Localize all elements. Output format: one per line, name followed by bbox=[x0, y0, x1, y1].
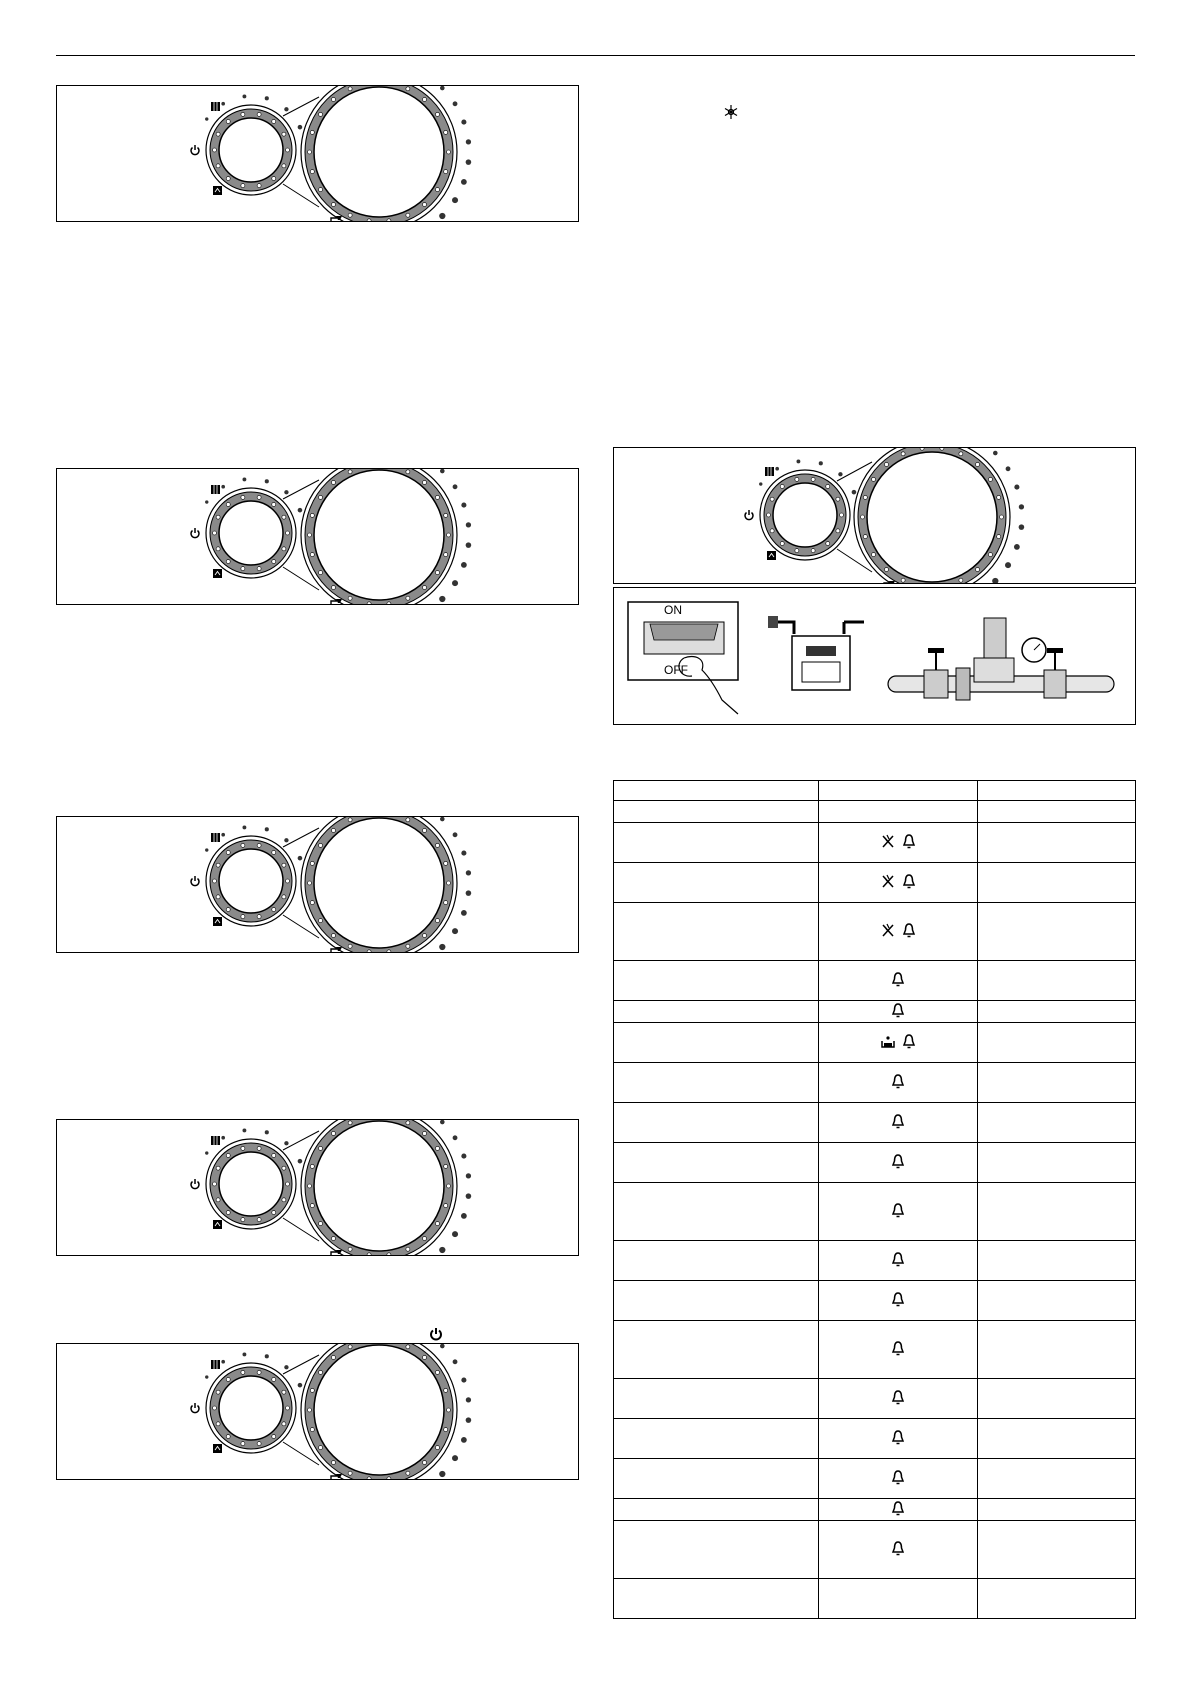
table-row bbox=[614, 1183, 1136, 1241]
scale-dot bbox=[466, 870, 471, 875]
flame-cross-icon bbox=[880, 833, 896, 849]
scale-dot bbox=[466, 522, 471, 527]
signal-icons bbox=[890, 1500, 906, 1516]
scale-dot bbox=[205, 848, 208, 851]
fault-table bbox=[613, 780, 1136, 1619]
table-row bbox=[614, 903, 1136, 961]
fault-cell bbox=[614, 1521, 819, 1579]
signal-icons bbox=[890, 1153, 906, 1169]
scale-dot bbox=[265, 479, 269, 483]
signal-cell bbox=[819, 781, 978, 801]
isolation-figure bbox=[613, 587, 1136, 725]
bell-icon bbox=[890, 1340, 906, 1356]
bell-icon bbox=[890, 1389, 906, 1405]
signal-icons bbox=[890, 1469, 906, 1485]
remedy-cell bbox=[978, 961, 1136, 1001]
table-row bbox=[614, 1063, 1136, 1103]
table-row bbox=[614, 1521, 1136, 1579]
signal-icons bbox=[890, 1291, 906, 1307]
scale-dot bbox=[466, 139, 471, 144]
bell-icon bbox=[890, 1113, 906, 1129]
scale-dot bbox=[1014, 544, 1020, 550]
signal-icons bbox=[890, 1540, 906, 1556]
remedy-cell bbox=[978, 801, 1136, 823]
bell-icon bbox=[890, 1429, 906, 1445]
signal-icons bbox=[880, 833, 917, 849]
bell-icon bbox=[890, 1540, 906, 1556]
scale-dot bbox=[440, 817, 445, 821]
scale-dot bbox=[993, 451, 998, 456]
control-panel-drawing bbox=[57, 469, 578, 604]
fault-cell bbox=[614, 781, 819, 801]
knob bbox=[206, 1363, 296, 1453]
signal-cell bbox=[819, 1103, 978, 1143]
flame-cross-icon bbox=[880, 922, 896, 938]
knob bbox=[206, 1139, 296, 1229]
scale-dot bbox=[242, 1352, 246, 1356]
signal-icons bbox=[890, 1340, 906, 1356]
knob bbox=[206, 836, 296, 926]
scale-dot bbox=[453, 832, 458, 837]
scale-dot bbox=[205, 500, 208, 503]
radiator-icon bbox=[211, 102, 220, 111]
water-drop-icon bbox=[880, 1033, 896, 1049]
switch-icon bbox=[628, 602, 738, 714]
reset-icon bbox=[213, 186, 222, 195]
fault-cell bbox=[614, 1321, 819, 1379]
scale-dot bbox=[298, 1159, 303, 1164]
reset-icon bbox=[213, 1220, 222, 1229]
radiator-icon bbox=[211, 1360, 220, 1369]
scale-dot bbox=[265, 1130, 269, 1134]
signal-cell bbox=[819, 1183, 978, 1241]
scale-dot bbox=[242, 477, 246, 481]
scale-dot bbox=[242, 1128, 246, 1132]
scale-dot bbox=[298, 125, 303, 130]
standby-power-icon bbox=[429, 1327, 443, 1341]
scale-dot bbox=[461, 562, 467, 568]
fault-cell bbox=[614, 1281, 819, 1321]
knob bbox=[854, 448, 1010, 583]
scale-dot bbox=[221, 102, 225, 106]
signal-icons bbox=[890, 1002, 906, 1018]
reset-icon bbox=[767, 551, 776, 560]
control-panel-figure-1 bbox=[56, 85, 579, 222]
scale-dot bbox=[284, 490, 288, 494]
table-row bbox=[614, 1023, 1136, 1063]
scale-dot bbox=[461, 851, 466, 856]
remedy-cell bbox=[978, 1579, 1136, 1619]
scale-dot bbox=[466, 1193, 472, 1199]
flame-cross-icon bbox=[880, 873, 896, 889]
scale-dot bbox=[461, 179, 467, 185]
remedy-cell bbox=[978, 863, 1136, 903]
scale-dot bbox=[838, 472, 842, 476]
gas-meter-icon bbox=[768, 616, 864, 690]
fault-cell bbox=[614, 961, 819, 1001]
remedy-cell bbox=[978, 1321, 1136, 1379]
power-icon bbox=[191, 876, 199, 886]
remedy-cell bbox=[978, 1459, 1136, 1499]
scale-dot bbox=[205, 1375, 208, 1378]
fault-cell bbox=[614, 1103, 819, 1143]
signal-cell bbox=[819, 1023, 978, 1063]
scale-dot bbox=[466, 1397, 471, 1402]
scale-dot bbox=[461, 1437, 467, 1443]
scale-dot bbox=[466, 1173, 471, 1178]
bell-icon bbox=[890, 971, 906, 987]
signal-cell bbox=[819, 1321, 978, 1379]
reset-icon bbox=[213, 1444, 222, 1453]
scale-dot bbox=[461, 503, 466, 508]
scale-dot bbox=[453, 484, 458, 489]
bell-icon bbox=[901, 922, 917, 938]
fault-cell bbox=[614, 1183, 819, 1241]
table-row bbox=[614, 961, 1136, 1001]
signal-cell bbox=[819, 1379, 978, 1419]
scale-dot bbox=[775, 467, 779, 471]
table-row bbox=[614, 863, 1136, 903]
scale-dot bbox=[440, 1344, 445, 1348]
signal-cell bbox=[819, 961, 978, 1001]
scale-dot bbox=[452, 197, 458, 203]
signal-cell bbox=[819, 1579, 978, 1619]
scale-dot bbox=[466, 159, 472, 165]
signal-icons bbox=[890, 1429, 906, 1445]
fault-cell bbox=[614, 1241, 819, 1281]
scale-dot bbox=[298, 508, 303, 513]
table-row bbox=[614, 1143, 1136, 1183]
scale-dot bbox=[284, 1365, 288, 1369]
fault-cell bbox=[614, 1499, 819, 1521]
knob bbox=[301, 469, 457, 604]
switch-off-label: OFF bbox=[664, 663, 688, 677]
reset-icon bbox=[213, 569, 222, 578]
scale-dot bbox=[1006, 466, 1011, 471]
scale-dot bbox=[242, 94, 246, 98]
table-row bbox=[614, 1321, 1136, 1379]
power-icon bbox=[191, 145, 199, 155]
scale-dot bbox=[439, 1247, 445, 1253]
scale-dot bbox=[439, 596, 445, 602]
table-row bbox=[614, 1579, 1136, 1619]
bell-icon bbox=[890, 1153, 906, 1169]
signal-icons bbox=[880, 873, 917, 889]
signal-icons bbox=[890, 1251, 906, 1267]
bell-icon bbox=[901, 873, 917, 889]
scale-dot bbox=[1019, 504, 1024, 509]
scale-dot bbox=[819, 461, 823, 465]
scale-dot bbox=[439, 944, 445, 950]
shower-icon bbox=[884, 581, 895, 583]
scale-dot bbox=[440, 86, 445, 90]
signal-cell bbox=[819, 903, 978, 961]
snowflake-icon bbox=[723, 104, 739, 120]
scale-dot bbox=[796, 459, 800, 463]
bell-icon bbox=[890, 1073, 906, 1089]
knob bbox=[301, 1120, 457, 1255]
radiator-icon bbox=[211, 1136, 220, 1145]
remedy-cell bbox=[978, 1063, 1136, 1103]
table-row bbox=[614, 1459, 1136, 1499]
knob bbox=[301, 1344, 457, 1479]
scale-dot bbox=[1005, 562, 1011, 568]
remedy-cell bbox=[978, 1521, 1136, 1579]
knob bbox=[206, 105, 296, 195]
table-row bbox=[614, 801, 1136, 823]
signal-icons bbox=[890, 1202, 906, 1218]
control-panel-figure-4 bbox=[56, 1119, 579, 1256]
knob bbox=[760, 470, 850, 560]
scale-dot bbox=[221, 1136, 225, 1140]
signal-icons bbox=[890, 1073, 906, 1089]
table-row bbox=[614, 1379, 1136, 1419]
control-panel-drawing bbox=[57, 817, 578, 952]
table-row bbox=[614, 1001, 1136, 1023]
bell-icon bbox=[890, 1002, 906, 1018]
remedy-cell bbox=[978, 781, 1136, 801]
table-row bbox=[614, 1281, 1136, 1321]
scale-dot bbox=[265, 96, 269, 100]
scale-dot bbox=[461, 120, 466, 125]
control-panel-drawing bbox=[57, 1344, 578, 1479]
fault-cell bbox=[614, 1459, 819, 1499]
signal-icons bbox=[890, 1113, 906, 1129]
remedy-cell bbox=[978, 1379, 1136, 1419]
scale-dot bbox=[466, 1417, 472, 1423]
scale-dot bbox=[242, 825, 246, 829]
fault-cell bbox=[614, 1579, 819, 1619]
signal-cell bbox=[819, 1001, 978, 1023]
scale-dot bbox=[452, 1231, 458, 1237]
fault-cell bbox=[614, 801, 819, 823]
valve-assembly-icon bbox=[888, 618, 1114, 700]
fault-cell bbox=[614, 1063, 819, 1103]
scale-dot bbox=[284, 1141, 288, 1145]
scale-dot bbox=[221, 485, 225, 489]
control-panel-figure-2 bbox=[56, 468, 579, 605]
remedy-cell bbox=[978, 1001, 1136, 1023]
table-row bbox=[614, 781, 1136, 801]
signal-cell bbox=[819, 823, 978, 863]
bell-icon bbox=[890, 1469, 906, 1485]
scale-dot bbox=[284, 838, 288, 842]
scale-dot bbox=[205, 1151, 208, 1154]
table-row bbox=[614, 1103, 1136, 1143]
signal-cell bbox=[819, 863, 978, 903]
scale-dot bbox=[440, 1120, 445, 1124]
table-row bbox=[614, 1241, 1136, 1281]
scale-dot bbox=[439, 1471, 445, 1477]
knob bbox=[301, 817, 457, 952]
signal-cell bbox=[819, 1499, 978, 1521]
remedy-cell bbox=[978, 1241, 1136, 1281]
remedy-cell bbox=[978, 823, 1136, 863]
bell-icon bbox=[890, 1500, 906, 1516]
signal-icons bbox=[880, 922, 917, 938]
scale-dot bbox=[265, 827, 269, 831]
scale-dot bbox=[852, 490, 857, 495]
power-icon bbox=[191, 1179, 199, 1189]
scale-dot bbox=[452, 1455, 458, 1461]
scale-dot bbox=[1014, 485, 1019, 490]
scale-dot bbox=[1019, 524, 1025, 530]
control-panel-figure-5 bbox=[56, 1343, 579, 1480]
signal-cell bbox=[819, 1419, 978, 1459]
knob bbox=[301, 86, 457, 221]
scale-dot bbox=[759, 482, 762, 485]
scale-dot bbox=[453, 1135, 458, 1140]
remedy-cell bbox=[978, 1143, 1136, 1183]
control-panel-figure-6 bbox=[613, 447, 1136, 584]
bell-icon bbox=[890, 1202, 906, 1218]
remedy-cell bbox=[978, 1499, 1136, 1521]
bell-icon bbox=[890, 1251, 906, 1267]
remedy-cell bbox=[978, 903, 1136, 961]
scale-dot bbox=[461, 1154, 466, 1159]
power-icon bbox=[191, 1403, 199, 1413]
signal-cell bbox=[819, 1459, 978, 1499]
power-icon bbox=[191, 528, 199, 538]
table-row bbox=[614, 823, 1136, 863]
reset-icon bbox=[213, 917, 222, 926]
scale-dot bbox=[221, 833, 225, 837]
radiator-icon bbox=[211, 485, 220, 494]
scale-dot bbox=[452, 580, 458, 586]
signal-icons bbox=[890, 971, 906, 987]
scale-dot bbox=[466, 542, 472, 548]
switch-on-label: ON bbox=[664, 603, 682, 617]
scale-dot bbox=[466, 890, 472, 896]
scale-dot bbox=[453, 101, 458, 106]
remedy-cell bbox=[978, 1183, 1136, 1241]
scale-dot bbox=[221, 1360, 225, 1364]
knob bbox=[206, 488, 296, 578]
signal-cell bbox=[819, 1281, 978, 1321]
header-rule bbox=[56, 55, 1135, 56]
fault-cell bbox=[614, 1419, 819, 1459]
scale-dot bbox=[205, 117, 208, 120]
radiator-icon bbox=[211, 833, 220, 842]
bell-icon bbox=[890, 1291, 906, 1307]
control-panel-drawing bbox=[614, 448, 1135, 583]
scale-dot bbox=[265, 1354, 269, 1358]
fault-cell bbox=[614, 863, 819, 903]
signal-cell bbox=[819, 801, 978, 823]
signal-cell bbox=[819, 1521, 978, 1579]
remedy-cell bbox=[978, 1103, 1136, 1143]
signal-cell bbox=[819, 1241, 978, 1281]
signal-icons bbox=[880, 1033, 917, 1049]
table-row bbox=[614, 1499, 1136, 1521]
signal-cell bbox=[819, 1143, 978, 1183]
scale-dot bbox=[452, 928, 458, 934]
remedy-cell bbox=[978, 1419, 1136, 1459]
scale-dot bbox=[439, 213, 445, 219]
control-panel-drawing bbox=[57, 86, 578, 221]
fault-cell bbox=[614, 1143, 819, 1183]
scale-dot bbox=[298, 856, 303, 861]
table-row bbox=[614, 1419, 1136, 1459]
bell-icon bbox=[901, 1033, 917, 1049]
fault-cell bbox=[614, 1023, 819, 1063]
power-icon bbox=[745, 510, 753, 520]
scale-dot bbox=[440, 469, 445, 473]
signal-cell bbox=[819, 1063, 978, 1103]
fault-cell bbox=[614, 1001, 819, 1023]
scale-dot bbox=[461, 910, 467, 916]
scale-dot bbox=[284, 107, 288, 111]
fault-cell bbox=[614, 903, 819, 961]
remedy-cell bbox=[978, 1281, 1136, 1321]
bell-icon bbox=[901, 833, 917, 849]
remedy-cell bbox=[978, 1023, 1136, 1063]
scale-dot bbox=[298, 1383, 303, 1388]
scale-dot bbox=[992, 578, 998, 583]
scale-dot bbox=[461, 1213, 467, 1219]
control-panel-figure-3 bbox=[56, 816, 579, 953]
fault-cell bbox=[614, 823, 819, 863]
control-panel-drawing bbox=[57, 1120, 578, 1255]
scale-dot bbox=[461, 1378, 466, 1383]
scale-dot bbox=[453, 1359, 458, 1364]
fault-cell bbox=[614, 1379, 819, 1419]
radiator-icon bbox=[765, 467, 774, 476]
signal-icons bbox=[890, 1389, 906, 1405]
